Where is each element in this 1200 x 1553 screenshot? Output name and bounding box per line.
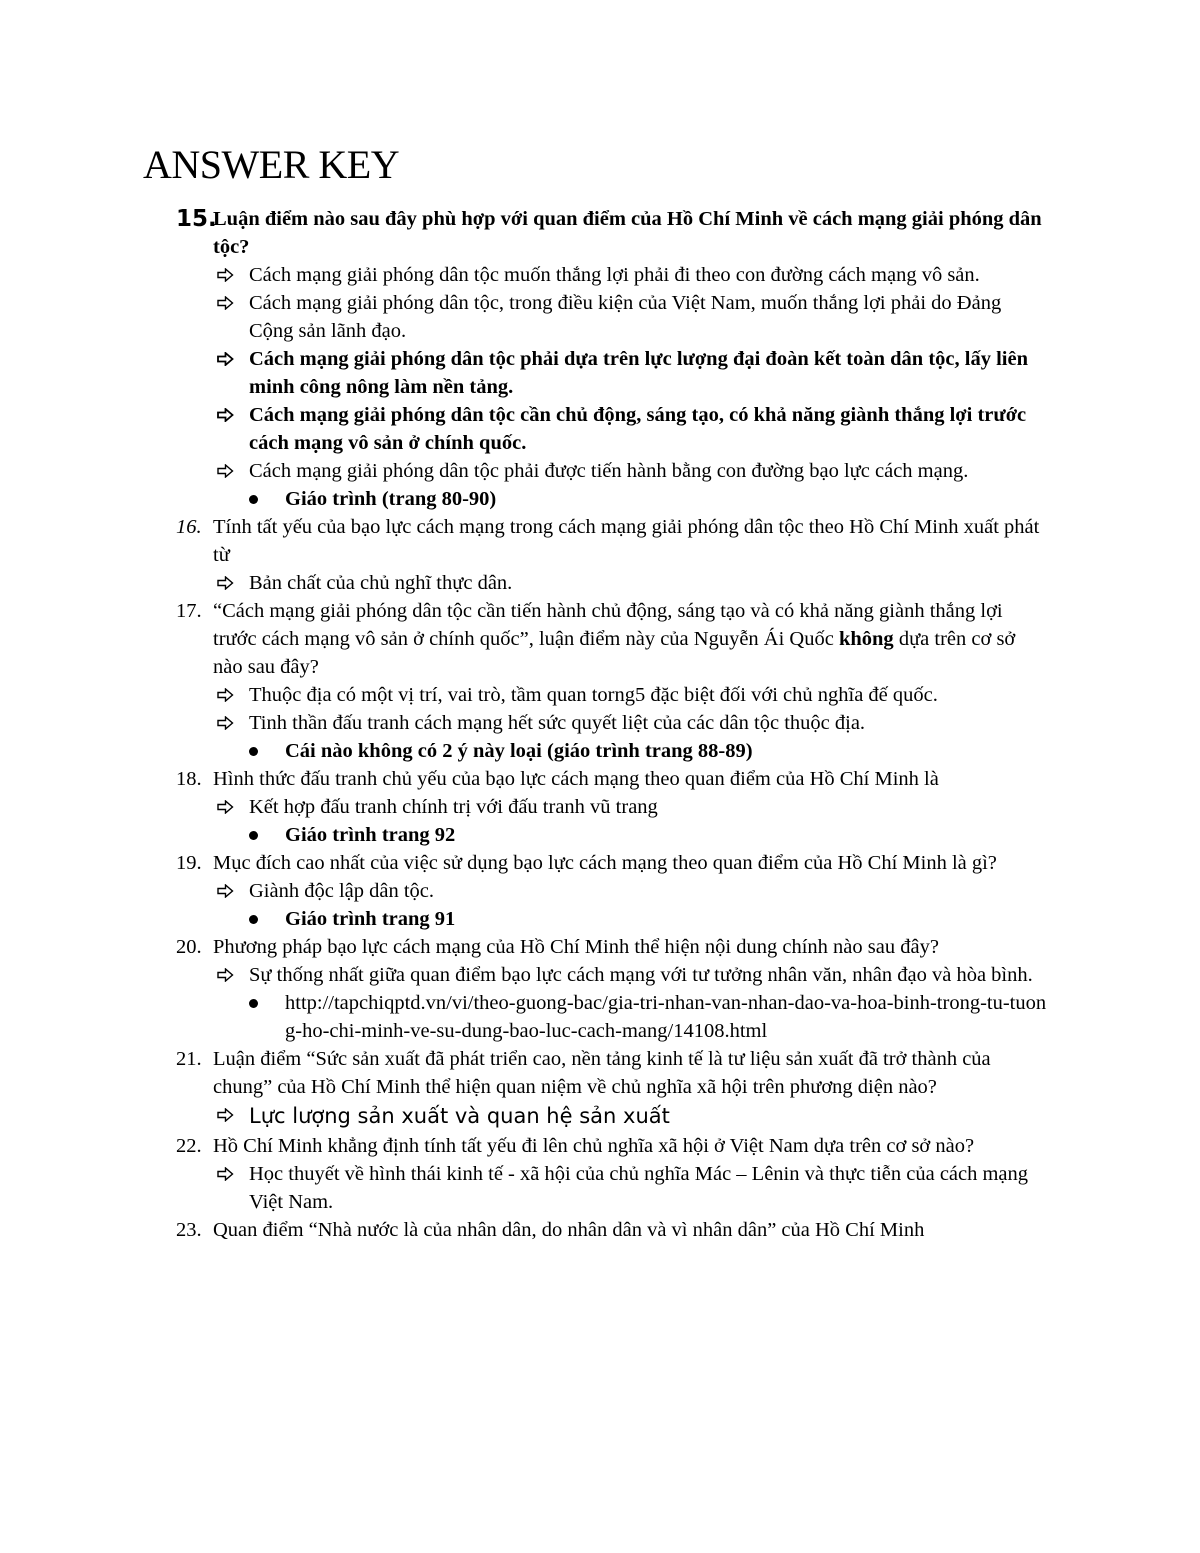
answer-item (0, 961, 1049, 989)
question-number: 19. (176, 852, 202, 874)
arrow-icon (217, 289, 241, 317)
note-text: Giáo trình (trang 80-90) (285, 488, 497, 510)
note-item (0, 737, 1055, 765)
answer-text: Cách mạng giải phóng dân tộc muốn thắng lợi phải đi theo con đường cách mạng vô sản. (249, 264, 980, 286)
answer-text: Lực lượng sản xuất và quan hệ sản xuất (249, 1104, 670, 1128)
arrow-icon (217, 709, 241, 737)
answer-item (0, 457, 1049, 485)
answer-item (0, 681, 1049, 709)
question-18 (0, 765, 1048, 793)
answer-text: Giành độc lập dân tộc. (249, 880, 435, 902)
question-text: Luận điểm nào sau đây phù hợp với quan điểm của Hồ Chí Minh về cách mạng giải phóng dân tộc? (213, 208, 1042, 258)
question-number: 16. (176, 516, 202, 538)
answer-text: Thuộc địa có một vị trí, vai trò, tầm quan torng5 đặc biệt đối với chủ nghĩa đế quốc. (249, 684, 938, 706)
page-title: ANSWER KEY (143, 142, 400, 187)
note-item (0, 485, 1055, 513)
bullet-icon (249, 831, 258, 840)
arrow-icon (217, 457, 241, 485)
answer-item (0, 569, 1049, 597)
arrow-icon (217, 793, 241, 821)
question-text: Hồ Chí Minh khẳng định tính tất yếu đi lên chủ nghĩa xã hội ở Việt Nam dựa trên cơ sở nào? (213, 1135, 975, 1157)
answer-item (0, 1101, 1049, 1132)
answer-item (0, 401, 1049, 457)
question-16 (0, 513, 1048, 569)
arrow-icon (217, 681, 241, 709)
note-item (0, 821, 1055, 849)
question-text: Quan điểm “Nhà nước là của nhân dân, do nhân dân và vì nhân dân” của Hồ Chí Minh (213, 1219, 925, 1241)
answer-text: Cách mạng giải phóng dân tộc cần chủ động, sáng tạo, có khả năng giành thắng lợi trước cách mạng vô sản ở chính quốc. (249, 404, 1027, 454)
answer-text: Sự thống nhất giữa quan điểm bạo lực cách mạng với tư tưởng nhân văn, nhân đạo và hòa bình. (249, 964, 1033, 986)
question-17 (0, 597, 1048, 681)
question-20 (0, 933, 1048, 961)
question-number: 23. (176, 1219, 202, 1241)
question-22 (0, 1132, 1048, 1160)
question-text: Mục đích cao nhất của việc sử dụng bạo lực cách mạng theo quan điểm của Hồ Chí Minh là gì? (213, 852, 997, 874)
answer-text: Bản chất của chủ nghĩ thực dân. (249, 572, 513, 594)
note-item (0, 905, 1055, 933)
reference-link[interactable]: http://tapchiqptd.vn/vi/theo-guong-bac/gia-tri-nhan-van-nhan-dao-va-hoa-binh-trong-tu-tuong-ho-chi-minh-ve-su-dung-bao-luc-cach-mang/14108.html (285, 992, 1047, 1042)
arrow-icon (217, 401, 241, 429)
question-number: 21. (176, 1048, 202, 1070)
note-text: Giáo trình trang 91 (285, 908, 456, 930)
question-text: Hình thức đấu tranh chủ yếu của bạo lực cách mạng theo quan điểm của Hồ Chí Minh là (213, 768, 939, 790)
question-19 (0, 849, 1048, 877)
arrow-icon (217, 569, 241, 597)
answer-item (0, 345, 1049, 401)
answer-text: Cách mạng giải phóng dân tộc, trong điều kiện của Việt Nam, muốn thắng lợi phải do Đảng Cộng sản lãnh đạo. (249, 292, 1002, 342)
question-15 (0, 205, 1048, 261)
bullet-icon (249, 495, 258, 504)
question-text: “Cách mạng giải phóng dân tộc cần tiến hành chủ động, sáng tạo và có khả năng giành thắng lợi trước cách mạng vô sản ở chính quốc”, luận điểm này của Nguyễn Ái Quốc (213, 600, 1003, 650)
question-number: 20. (176, 936, 202, 958)
arrow-icon (217, 261, 241, 289)
answer-text: Cách mạng giải phóng dân tộc phải dựa trên lực lượng đại đoàn kết toàn dân tộc, lấy liên minh công nông làm nền tảng. (249, 348, 1028, 398)
answer-item (0, 793, 1049, 821)
question-text: Tính tất yếu của bạo lực cách mạng trong cách mạng giải phóng dân tộc theo Hồ Chí Minh xuất phát từ (213, 516, 1040, 566)
reference-link-item (0, 989, 1055, 1045)
bullet-icon (249, 915, 258, 924)
answer-text: Kết hợp đấu tranh chính trị với đấu tranh vũ trang (249, 796, 658, 818)
question-text: Phương pháp bạo lực cách mạng của Hồ Chí Minh thể hiện nội dung chính nào sau đây? (213, 936, 939, 958)
arrow-icon (217, 961, 241, 989)
question-emphasis: không (838, 628, 894, 650)
note-text: Cái nào không có 2 ý này loại (giáo trình trang 88-89) (285, 740, 753, 762)
answer-item (0, 261, 1049, 289)
answer-item (0, 709, 1049, 737)
answer-text: Tinh thần đấu tranh cách mạng hết sức quyết liệt của các dân tộc thuộc địa. (249, 712, 866, 734)
arrow-icon (217, 345, 241, 373)
answer-text: Học thuyết về hình thái kinh tế - xã hội của chủ nghĩa Mác – Lênin và thực tiễn của cách mạng Việt Nam. (249, 1163, 1029, 1213)
question-21 (0, 1045, 1048, 1101)
question-number: 18. (176, 768, 202, 790)
question-text: Luận điểm “Sức sản xuất đã phát triển cao, nền tảng kinh tế là tư liệu sản xuất đã trở thành của chung” của Hồ Chí Minh thể hiện quan niệm về chủ nghĩa xã hội trên phương diện nào? (213, 1048, 991, 1098)
question-number: 15. (176, 206, 217, 232)
question-number: 22. (176, 1135, 202, 1157)
answer-item (0, 289, 1049, 345)
answer-list (0, 205, 1200, 1244)
question-text-end: dựa trên cơ sở nào sau đây? (213, 628, 1016, 678)
question-23 (0, 1216, 1048, 1244)
note-text: Giáo trình trang 92 (285, 824, 456, 846)
bullet-icon (249, 999, 258, 1008)
answer-text: Cách mạng giải phóng dân tộc phải được tiến hành bằng con đường bạo lực cách mạng. (249, 460, 969, 482)
answer-item (0, 877, 1049, 905)
arrow-icon (217, 1160, 241, 1188)
bullet-icon (249, 747, 258, 756)
arrow-icon (217, 1101, 241, 1129)
question-number: 17. (176, 600, 202, 622)
arrow-icon (217, 877, 241, 905)
answer-item (0, 1160, 1049, 1216)
